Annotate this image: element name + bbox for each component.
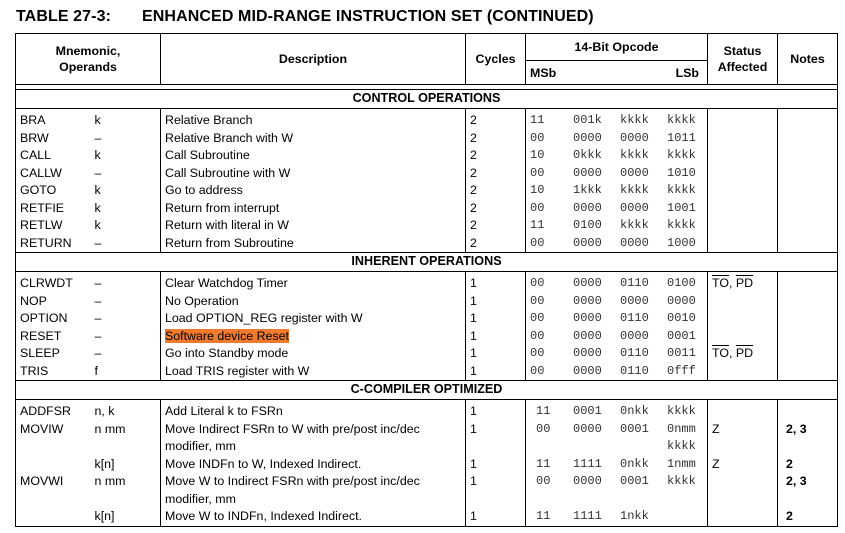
description-text: Call Subroutine with W	[165, 165, 291, 180]
notes-cell	[778, 147, 838, 165]
instruction-row	[16, 200, 838, 218]
notes-cell	[778, 400, 838, 421]
opcode-nibble: 0000	[620, 235, 649, 250]
opcode-nibble: 0000	[620, 328, 649, 343]
opcode-nibble: 0000	[573, 293, 602, 308]
table-title-text: ENHANCED MID-RANGE INSTRUCTION SET (CONTINUED)	[142, 8, 594, 25]
opcode-nibble: 00	[530, 200, 545, 215]
section-header	[16, 381, 838, 400]
status-cell: Z	[708, 421, 778, 456]
status-separator: ,	[728, 276, 736, 290]
description-cell	[161, 400, 466, 421]
instruction-table	[15, 33, 838, 527]
operands-cell: –	[91, 272, 161, 293]
opcode-cell	[526, 200, 708, 218]
description-cell	[161, 130, 466, 148]
instruction-row	[16, 293, 838, 311]
mnemonic-cell: RESET	[16, 328, 91, 346]
description-text: Move INDFn to W, Indexed Indirect.	[165, 456, 362, 471]
instruction-row	[16, 109, 838, 130]
description-cell	[161, 217, 466, 235]
header-cycles: Cycles	[466, 34, 526, 85]
notes-cell: 2, 3	[778, 421, 838, 456]
cycles-cell: 2	[466, 147, 526, 165]
cycles-cell: 2	[466, 235, 526, 253]
opcode-nibble: 11	[536, 456, 551, 471]
cycles-cell: 1	[466, 293, 526, 311]
opcode-nibble: 001k	[573, 113, 602, 127]
opcode-cell	[526, 421, 708, 456]
opcode-nibble: 00	[530, 165, 545, 180]
cycles-cell: 1	[466, 310, 526, 328]
notes-cell: 2	[778, 508, 838, 526]
opcode-nibble: 00	[530, 363, 545, 378]
description-cell	[161, 456, 466, 474]
opcode-nibble: 0nkk	[620, 456, 649, 471]
mnemonic-cell: CLRWDT	[16, 272, 91, 293]
description-text: Relative Branch	[165, 113, 253, 127]
header-opcode: 14-Bit Opcode	[526, 34, 708, 61]
description-text: Clear Watchdog Timer	[165, 276, 288, 290]
table-number: TABLE 27-3:	[16, 8, 112, 25]
opcode-cell	[526, 456, 708, 474]
operands-cell: –	[91, 235, 161, 253]
opcode-nibble: 11	[530, 218, 545, 232]
description-text: Add Literal k to FSRn	[165, 404, 283, 418]
section-title: CONTROL OPERATIONS	[16, 90, 838, 109]
opcode-nibble: 0100	[573, 218, 602, 232]
notes-cell	[778, 293, 838, 311]
description-cell	[161, 200, 466, 218]
cycles-cell: 1	[466, 328, 526, 346]
operands-cell: k[n]	[91, 456, 161, 474]
cycles-cell: 1	[466, 508, 526, 526]
instruction-row	[16, 328, 838, 346]
section-header	[16, 90, 838, 109]
mnemonic-cell: MOVWI	[16, 473, 91, 508]
description-text: Return with literal in W	[165, 218, 289, 232]
cycles-cell: 1	[466, 473, 526, 508]
opcode-nibble: 00	[530, 276, 545, 290]
opcode-nibble: 00	[536, 474, 551, 488]
header-status: Status Affected	[708, 34, 778, 85]
operands-cell: n mm	[91, 421, 161, 456]
status-cell	[708, 363, 778, 381]
operands-cell: f	[91, 363, 161, 381]
opcode-cell	[526, 363, 708, 381]
opcode-nibble: 0kkk	[573, 148, 602, 162]
opcode-cell	[526, 182, 708, 200]
opcode-nibble: 00	[530, 346, 545, 360]
description-cell	[161, 182, 466, 200]
mnemonic-cell: RETURN	[16, 235, 91, 253]
opcode-nibble: 0000	[573, 421, 602, 436]
opcode-cell	[526, 345, 708, 363]
opcode-cell	[526, 235, 708, 253]
operands-cell: –	[91, 328, 161, 346]
opcode-cell	[526, 400, 708, 421]
opcode-nibble: 1010	[667, 165, 696, 180]
opcode-nibble: 0010	[667, 311, 696, 325]
operands-cell: k	[91, 200, 161, 218]
description-continuation: modifier, mm	[165, 491, 236, 506]
description-cell	[161, 421, 466, 456]
opcode-cell	[526, 293, 708, 311]
opcode-nibble: 0000	[620, 293, 649, 308]
status-flag-pd: $\overline{PD}$	[735, 346, 754, 360]
notes-cell	[778, 328, 838, 346]
description-cell	[161, 272, 466, 293]
operands-cell: k	[91, 217, 161, 235]
opcode-nibble: 0000	[620, 130, 649, 145]
operands-cell: –	[91, 345, 161, 363]
description-text: Call Subroutine	[165, 148, 250, 162]
notes-cell	[778, 109, 838, 130]
instruction-row	[16, 473, 838, 508]
status-cell	[708, 508, 778, 526]
opcode-nibble: kkkk	[620, 218, 649, 232]
opcode-nibble: 11	[530, 113, 545, 127]
instruction-row	[16, 345, 838, 363]
description-cell	[161, 345, 466, 363]
operands-cell: k	[91, 147, 161, 165]
opcode-cell	[526, 328, 708, 346]
instruction-row	[16, 182, 838, 200]
operands-cell: –	[91, 165, 161, 183]
opcode-nibble: 0000	[573, 311, 602, 325]
opcode-cell	[526, 217, 708, 235]
opcode-nibble: 0011	[667, 346, 696, 360]
mnemonic-cell: RETFIE	[16, 200, 91, 218]
notes-cell	[778, 235, 838, 253]
description-cell	[161, 235, 466, 253]
description-cell	[161, 473, 466, 508]
status-flag-to: $\overline{TO}$	[712, 346, 729, 360]
opcode-nibble: 1000	[667, 235, 696, 250]
status-cell	[708, 272, 778, 293]
notes-cell: 2	[778, 456, 838, 474]
description-cell	[161, 147, 466, 165]
cycles-cell: 2	[466, 200, 526, 218]
opcode-nibble: kkkk	[667, 218, 696, 232]
opcode-nibble: 0110	[620, 346, 649, 360]
mnemonic-cell: TRIS	[16, 363, 91, 381]
opcode-cell	[526, 310, 708, 328]
notes-cell	[778, 182, 838, 200]
opcode-nibble: 00	[530, 235, 545, 250]
section-header	[16, 253, 838, 272]
status-cell	[708, 310, 778, 328]
mnemonic-cell: ADDFSR	[16, 400, 91, 421]
notes-cell	[778, 310, 838, 328]
mnemonic-cell: CALLW	[16, 165, 91, 183]
opcode-nibble: 1111	[573, 509, 602, 523]
status-cell	[708, 400, 778, 421]
opcode-cell	[526, 473, 708, 508]
notes-cell	[778, 217, 838, 235]
status-cell	[708, 109, 778, 130]
operands-cell: –	[91, 310, 161, 328]
description-cell	[161, 310, 466, 328]
opcode-nibble: 1111	[573, 456, 602, 471]
opcode-nibble: 0000	[573, 165, 602, 180]
status-cell	[708, 147, 778, 165]
cycles-cell: 1	[466, 400, 526, 421]
description-text: Return from interrupt	[165, 200, 280, 215]
opcode-nibble: 0100	[667, 276, 696, 290]
status-cell	[708, 473, 778, 508]
opcode-nibble: 0110	[620, 363, 649, 378]
status-cell: Z	[708, 456, 778, 474]
opcode-nibble: 0001	[667, 328, 696, 343]
description-text: Go to address	[165, 183, 243, 197]
description-text: Go into Standby mode	[165, 346, 289, 360]
instruction-row	[16, 272, 838, 293]
cycles-cell: 1	[466, 363, 526, 381]
opcode-nibble: 0000	[573, 328, 602, 343]
opcode-nibble: 0110	[620, 276, 649, 290]
notes-cell: 2, 3	[778, 473, 838, 508]
opcode-nibble: 0nmm	[667, 421, 696, 436]
notes-cell	[778, 165, 838, 183]
status-separator: ,	[728, 346, 736, 360]
description-cell	[161, 109, 466, 130]
instruction-row	[16, 130, 838, 148]
notes-cell	[778, 363, 838, 381]
operands-cell: –	[91, 293, 161, 311]
opcode-continuation: kkkk	[667, 439, 696, 453]
status-cell	[708, 182, 778, 200]
notes-cell	[778, 200, 838, 218]
description-continuation: modifier, mm	[165, 439, 236, 453]
instruction-row	[16, 235, 838, 253]
status-cell	[708, 217, 778, 235]
opcode-nibble: 00	[536, 421, 551, 436]
opcode-cell	[526, 165, 708, 183]
opcode-nibble: kkkk	[667, 474, 696, 488]
opcode-nibble: 0000	[620, 200, 649, 215]
status-cell	[708, 328, 778, 346]
opcode-nibble: 0000	[573, 474, 602, 488]
opcode-nibble: kkkk	[620, 113, 649, 127]
status-flag-to: $\overline{TO}$	[712, 276, 729, 290]
table-title	[16, 8, 594, 26]
cycles-cell: 1	[466, 421, 526, 456]
header-mnemonic: Mnemonic, Operands	[16, 34, 161, 85]
mnemonic-cell: BRW	[16, 130, 91, 148]
mnemonic-cell: SLEEP	[16, 345, 91, 363]
opcode-nibble: kkkk	[667, 404, 696, 418]
opcode-nibble: kkkk	[620, 183, 649, 197]
header-lsb: LSb	[675, 65, 699, 80]
instruction-row	[16, 456, 838, 474]
status-cell	[708, 293, 778, 311]
operands-cell: –	[91, 130, 161, 148]
opcode-nibble: 0000	[573, 363, 602, 378]
description-text: Relative Branch with W	[165, 130, 294, 145]
status-cell	[708, 130, 778, 148]
description-text: Move W to Indirect FSRn with pre/post inc/dec	[165, 474, 420, 488]
opcode-nibble: 10	[530, 183, 545, 197]
instruction-row	[16, 508, 838, 526]
mnemonic-cell: NOP	[16, 293, 91, 311]
header-msb: MSb	[530, 65, 557, 80]
instruction-row	[16, 310, 838, 328]
status-cell	[708, 200, 778, 218]
mnemonic-cell: CALL	[16, 147, 91, 165]
opcode-nibble: kkkk	[620, 148, 649, 162]
operands-cell: k	[91, 109, 161, 130]
description-text: Move W to INDFn, Indexed Indirect.	[165, 509, 362, 523]
notes-cell	[778, 130, 838, 148]
opcode-nibble: 0000	[573, 276, 602, 290]
header-description: Description	[161, 34, 466, 85]
instruction-row	[16, 217, 838, 235]
opcode-nibble: 1kkk	[573, 183, 602, 197]
opcode-nibble: 0000	[573, 346, 602, 360]
status-cell	[708, 165, 778, 183]
opcode-cell	[526, 508, 708, 526]
mnemonic-cell	[16, 508, 91, 526]
opcode-cell	[526, 147, 708, 165]
mnemonic-cell	[16, 456, 91, 474]
opcode-nibble: 0000	[573, 200, 602, 215]
cycles-cell: 2	[466, 217, 526, 235]
status-flag-pd: $\overline{PD}$	[735, 276, 754, 290]
description-cell	[161, 328, 466, 346]
opcode-nibble: kkkk	[667, 148, 696, 162]
cycles-cell: 2	[466, 109, 526, 130]
instruction-row	[16, 421, 838, 456]
status-cell	[708, 345, 778, 363]
status-cell	[708, 235, 778, 253]
opcode-cell	[526, 272, 708, 293]
description-cell	[161, 293, 466, 311]
cycles-cell: 2	[466, 130, 526, 148]
description-text: Software device Reset	[165, 328, 289, 343]
cycles-cell: 1	[466, 456, 526, 474]
cycles-cell: 1	[466, 345, 526, 363]
opcode-nibble: 00	[530, 293, 545, 308]
description-cell	[161, 363, 466, 381]
instruction-row	[16, 400, 838, 421]
header-msb-lsb	[526, 61, 708, 85]
opcode-nibble: 00	[530, 328, 545, 343]
mnemonic-cell: RETLW	[16, 217, 91, 235]
opcode-nibble: 0fff	[667, 363, 696, 378]
instruction-row	[16, 147, 838, 165]
opcode-nibble: 0000	[620, 165, 649, 180]
opcode-nibble: 0000	[667, 293, 696, 308]
mnemonic-cell: OPTION	[16, 310, 91, 328]
mnemonic-cell: BRA	[16, 109, 91, 130]
mnemonic-cell: MOVIW	[16, 421, 91, 456]
opcode-nibble: 0001	[620, 421, 649, 436]
description-text: Move Indirect FSRn to W with pre/post inc/dec	[165, 421, 420, 436]
opcode-nibble: 0nkk	[620, 404, 649, 418]
header-notes: Notes	[778, 34, 838, 85]
opcode-nibble: 11	[536, 509, 551, 523]
cycles-cell: 1	[466, 272, 526, 293]
opcode-nibble: 0001	[620, 474, 649, 488]
operands-cell: k	[91, 182, 161, 200]
opcode-cell	[526, 130, 708, 148]
opcode-nibble: 1nkk	[620, 509, 649, 523]
notes-cell	[778, 345, 838, 363]
instruction-row	[16, 363, 838, 381]
description-text: Load OPTION_REG register with W	[165, 311, 363, 325]
opcode-nibble: 1011	[667, 130, 696, 145]
description-cell	[161, 165, 466, 183]
description-cell	[161, 508, 466, 526]
opcode-nibble: 0110	[620, 311, 649, 325]
opcode-nibble: 00	[530, 130, 545, 145]
opcode-nibble: 10	[530, 148, 545, 162]
section-title: INHERENT OPERATIONS	[16, 253, 838, 272]
opcode-nibble: kkkk	[667, 113, 696, 127]
section-title: C-COMPILER OPTIMIZED	[16, 381, 838, 400]
instruction-row	[16, 165, 838, 183]
opcode-nibble: 1nmm	[667, 456, 696, 471]
opcode-nibble: 00	[530, 311, 545, 325]
operands-cell: n, k	[91, 400, 161, 421]
notes-cell	[778, 272, 838, 293]
opcode-nibble: kkkk	[667, 183, 696, 197]
description-text: No Operation	[165, 293, 239, 308]
opcode-nibble: 1001	[667, 200, 696, 215]
cycles-cell: 2	[466, 165, 526, 183]
operands-cell: n mm	[91, 473, 161, 508]
opcode-nibble: 0000	[573, 235, 602, 250]
operands-cell: k[n]	[91, 508, 161, 526]
opcode-cell	[526, 109, 708, 130]
opcode-nibble: 11	[536, 404, 551, 418]
mnemonic-cell: GOTO	[16, 182, 91, 200]
description-text: Load TRIS register with W	[165, 363, 310, 378]
opcode-nibble: 0000	[573, 130, 602, 145]
description-text: Return from Subroutine	[165, 235, 294, 250]
cycles-cell: 2	[466, 182, 526, 200]
opcode-nibble: 0001	[573, 404, 602, 418]
